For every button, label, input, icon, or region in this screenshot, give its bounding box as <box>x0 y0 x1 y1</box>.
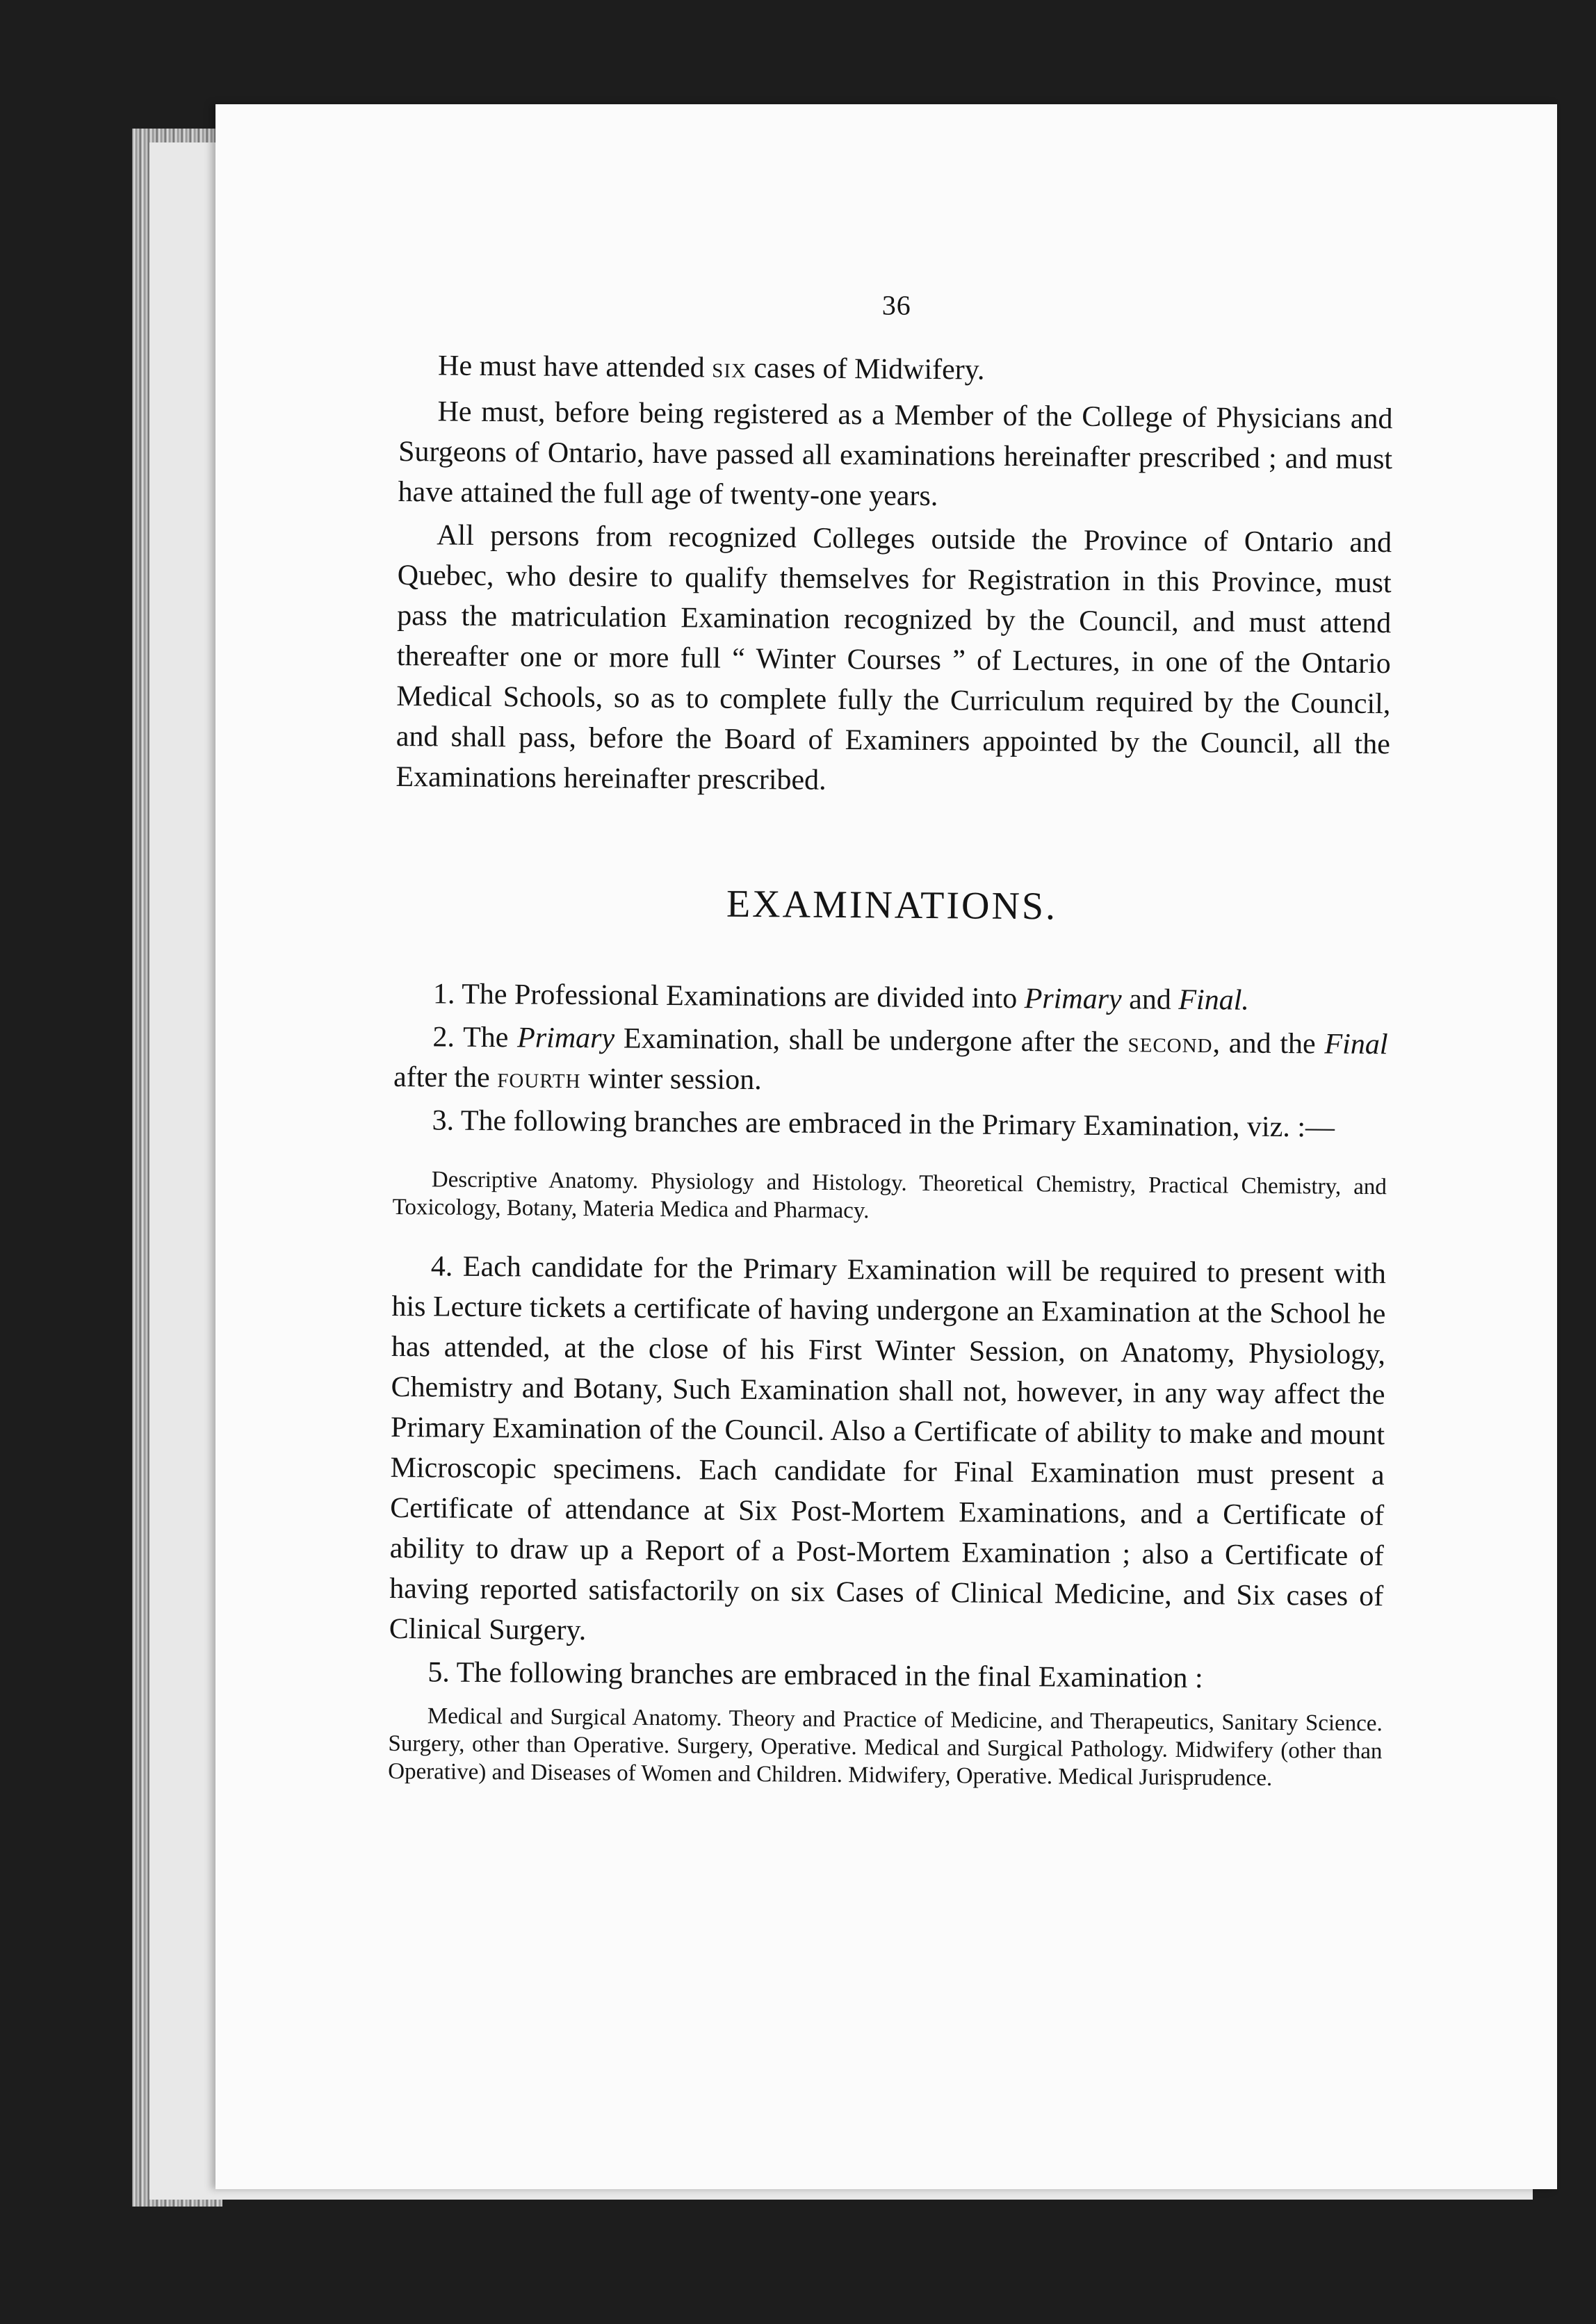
item-number: 4. <box>430 1250 453 1283</box>
text-span: winter session. <box>580 1063 762 1097</box>
item-2 <box>393 1017 1388 1105</box>
item-1 <box>394 974 1388 1022</box>
item-number: 3. <box>432 1104 455 1137</box>
small-caps-text: six <box>712 352 747 384</box>
section-heading: EXAMINATIONS. <box>726 882 1058 928</box>
text-span: after the <box>393 1061 498 1095</box>
text-span: Each candidate for the Primary Examination will be required to present with his Lecture tickets a certificate of having undergone an Examination at the School he has attended, at the close of his First Winter Session, on Anatomy, Physiology, Chemistry and Botany, Such Examination shall not, however, in any way affect the Primary Examination of the Council. Also a Certificate of ability to make and mount Microscopic specimens. Each candidate for Final Examination must present a Certificate of attendance at Six Post-Mortem Examinations, and a Certificate of ability to draw up a Report of a Post-Mortem Examination ; also a Certificate of having reported satisfactorily on six Cases of Clinical Medicine, and Six cases of Clinical Surgery. <box>389 1250 1387 1647</box>
page-text <box>388 285 1394 1793</box>
small-caps-text: fourth <box>497 1062 581 1095</box>
italic-text: Primary <box>1024 983 1122 1016</box>
text-span: and <box>1121 983 1179 1016</box>
text-span: The <box>454 1021 518 1054</box>
text-span: cases of Midwifery. <box>746 352 985 386</box>
item-3 <box>393 1100 1387 1148</box>
paragraph-midwifery-cases <box>399 345 1393 393</box>
italic-text: Final <box>1324 1028 1388 1061</box>
final-branches-list: Medical and Surgical Anatomy. Theory and Practice of Medicine, and Therapeutics, Sanitary Science. Surgery, other than Operative. Surgery, Operative. Medical and Surgical Pathology. Midwifery (other than Operative) and Diseases of Women and Children. Midwifery, Operative. Medical Jurisprudence. <box>388 1703 1383 1791</box>
italic-text: Final. <box>1178 983 1250 1017</box>
primary-branches-list: Descriptive Anatomy. Physiology and Histology. Theoretical Chemistry, Practical Chemistry, and Toxicology, Botany, Materia Medica and Pharmacy. <box>392 1167 1387 1224</box>
item-number: 5. <box>427 1656 450 1689</box>
item-5 <box>389 1652 1383 1700</box>
item-4 <box>389 1246 1387 1657</box>
paragraph-outside-colleges: All persons from recognized Colleges outside the Province of Ontario and Quebec, who desire to qualify themselves for Registration in this Province, must pass the matriculation Examination recognized by the Council, and must attend thereafter one or more full “ Winter Courses ” of Lectures, in one of the Ontario Medical Schools, so as to complete fully the Curriculum required by the Council, and shall pass, before the Board of Examiners appointed by the Council, all the Examinations hereinafter prescribed. <box>396 519 1392 796</box>
text-span: , and the <box>1212 1027 1325 1061</box>
item-number: 2. <box>432 1021 455 1054</box>
text-span: The Professional Examinations are divided into <box>455 978 1025 1015</box>
text-span: The following branches are embraced in the Primary Examination, viz. :— <box>453 1104 1335 1144</box>
text-span: He must have attended <box>437 350 712 384</box>
paragraph-registration: He must, before being registered as a Member of the College of Physicians and Surgeons of Ontario, have passed all examinations hereinafter prescribed ; and must have attained the full age of twenty-one years. <box>398 395 1393 513</box>
italic-text: Primary <box>516 1022 615 1055</box>
page-number: 36 <box>881 289 911 321</box>
item-number: 1. <box>432 978 455 1010</box>
small-caps-text: second <box>1127 1026 1213 1060</box>
text-span: Examination, shall be undergone after the <box>614 1022 1128 1059</box>
text-span: The following branches are embraced in the final Examination : <box>449 1656 1203 1695</box>
